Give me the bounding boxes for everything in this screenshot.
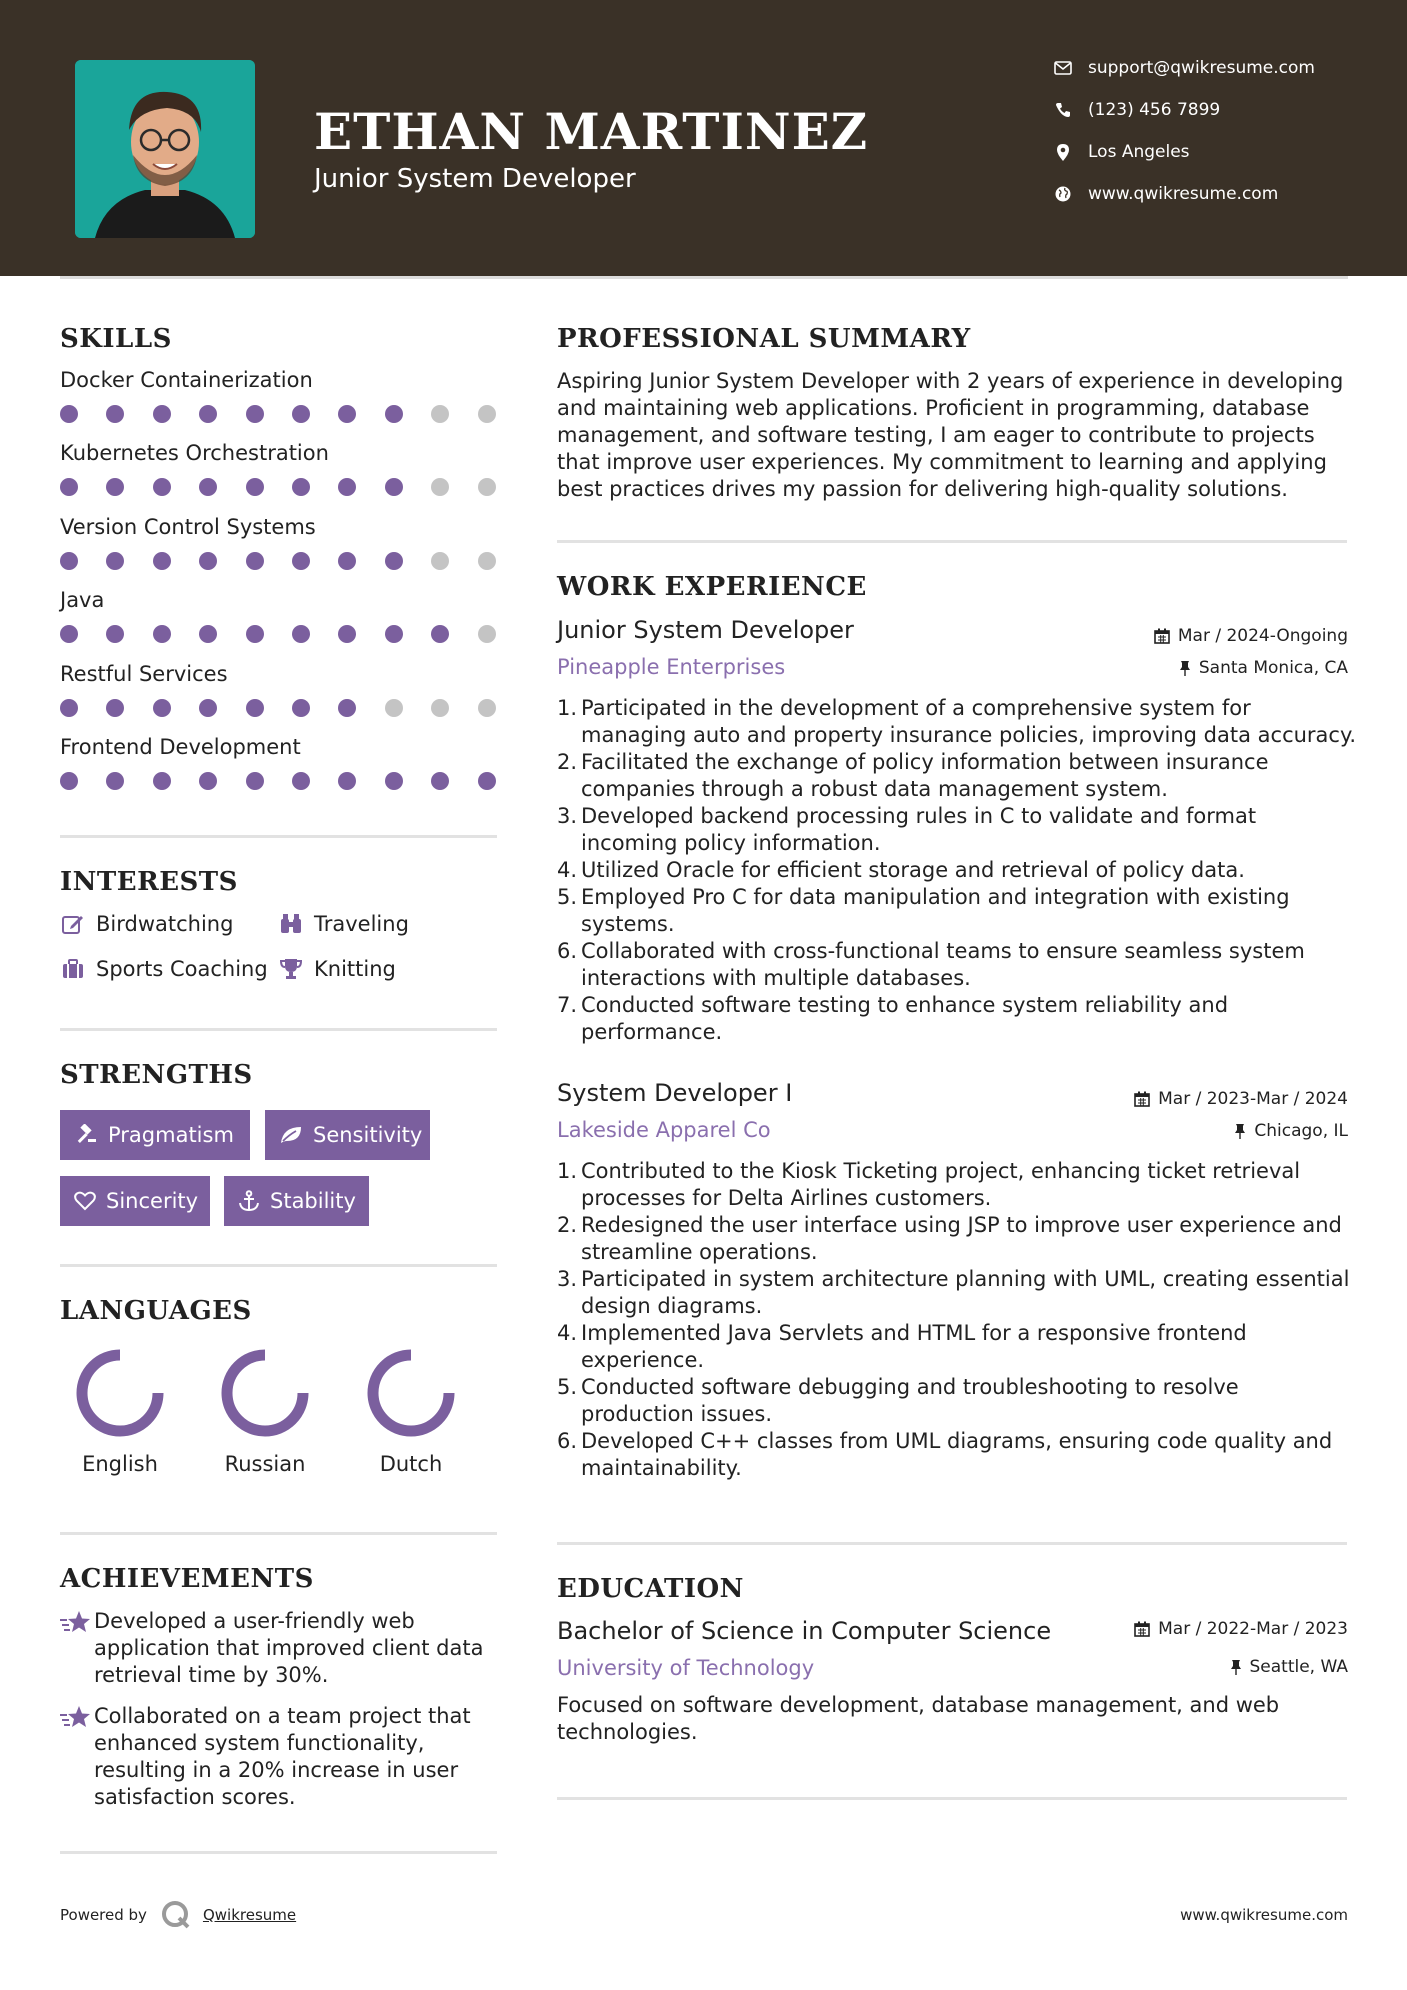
- interest-item: [278, 911, 409, 937]
- skill-dot-filled: [153, 478, 171, 496]
- skill-dot-filled: [338, 772, 356, 790]
- responsibility-number: 5.: [557, 885, 578, 909]
- qwikresume-link[interactable]: Qwikresume: [202, 1906, 297, 1924]
- footer-powered-by: [60, 1900, 296, 1930]
- skill-dot-filled: [60, 552, 78, 570]
- skill-dot-empty: [478, 405, 496, 423]
- achievement-item: [60, 1608, 500, 1689]
- header-underline: [60, 276, 1348, 279]
- section-divider: [60, 1851, 497, 1854]
- skill-dot-filled: [199, 405, 217, 423]
- job-role: System Developer I: [557, 1079, 793, 1107]
- interests-heading: INTERESTS: [60, 867, 238, 897]
- responsibility-item: [557, 884, 1357, 938]
- responsibility-item: [557, 857, 1357, 884]
- job-date-text: Mar / 2024-Ongoing: [1177, 626, 1348, 646]
- interest-label: Traveling: [314, 912, 409, 936]
- responsibility-number: 5.: [557, 1375, 578, 1399]
- skill-dot-filled: [431, 625, 449, 643]
- skill-dot-filled: [153, 552, 171, 570]
- powered-by-label: Powered by: [60, 1906, 147, 1924]
- language-gauge: [364, 1346, 458, 1440]
- skill-dot-empty: [478, 625, 496, 643]
- edit-icon: [60, 911, 86, 937]
- strength-tag: [60, 1110, 250, 1160]
- strength-tag: [265, 1110, 430, 1160]
- skill-dot-filled: [246, 772, 264, 790]
- job-responsibilities: [557, 1158, 1357, 1482]
- skill-dot-filled: [431, 772, 449, 790]
- skill-dot-filled: [338, 405, 356, 423]
- skill-dot-filled: [60, 772, 78, 790]
- skill-dot-empty: [385, 699, 403, 717]
- skill-dot-filled: [60, 405, 78, 423]
- skill-name: Version Control Systems: [60, 515, 316, 539]
- skill-dot-filled: [338, 699, 356, 717]
- job-date: [1134, 1089, 1348, 1109]
- skill-dot-filled: [385, 625, 403, 643]
- education-location: [1230, 1657, 1349, 1677]
- job-location-text: Chicago, IL: [1254, 1121, 1348, 1141]
- skill-dot-filled: [385, 405, 403, 423]
- interest-label: Birdwatching: [96, 912, 234, 936]
- responsibility-number: 7.: [557, 993, 578, 1017]
- skill-dot-filled: [106, 772, 124, 790]
- skill-dot-filled: [292, 552, 310, 570]
- skill-dot-filled: [246, 625, 264, 643]
- skill-dot-filled: [199, 552, 217, 570]
- skill-dot-empty: [478, 699, 496, 717]
- skill-dot-filled: [60, 699, 78, 717]
- star-icon: [60, 1610, 94, 1689]
- skill-dot-empty: [431, 699, 449, 717]
- skill-dot-filled: [292, 405, 310, 423]
- contact-email-text: support@qwikresume.com: [1088, 58, 1315, 78]
- strength-label: Sensitivity: [313, 1123, 423, 1147]
- education-location-text: Seattle, WA: [1249, 1657, 1348, 1677]
- pushpin-icon: [1234, 1123, 1246, 1139]
- language-gauge: [73, 1346, 167, 1440]
- responsibility-item: [557, 1158, 1357, 1212]
- skill-name: Kubernetes Orchestration: [60, 441, 329, 465]
- skill-name: Docker Containerization: [60, 368, 313, 392]
- contact-location: [1050, 142, 1190, 162]
- strength-tag: [224, 1176, 369, 1226]
- responsibility-item: [557, 1266, 1357, 1320]
- gavel-icon: [74, 1123, 98, 1147]
- calendar-icon: [1154, 628, 1170, 644]
- section-divider: [557, 1797, 1347, 1800]
- job-location: [1179, 658, 1348, 678]
- contact-phone-text: (123) 456 7899: [1088, 100, 1221, 120]
- skill-dot-filled: [199, 699, 217, 717]
- anchor-icon: [238, 1189, 260, 1213]
- skill-dot-empty: [431, 552, 449, 570]
- skill-dot-filled: [292, 478, 310, 496]
- responsibility-number: 6.: [557, 1429, 578, 1453]
- map-pin-icon: [1050, 144, 1076, 161]
- skill-dot-empty: [431, 478, 449, 496]
- achievements-heading: ACHIEVEMENTS: [60, 1564, 314, 1594]
- skill-dot-filled: [385, 478, 403, 496]
- skill-dot-filled: [292, 699, 310, 717]
- language-name: Russian: [224, 1452, 306, 1476]
- job-responsibilities: [557, 695, 1357, 1046]
- skill-dot-filled: [246, 699, 264, 717]
- responsibility-number: 3.: [557, 804, 578, 828]
- language-arc: [227, 1355, 303, 1431]
- responsibility-text: Developed C++ classes from UML diagrams, ensuring code quality and maintainability.: [581, 1429, 1333, 1480]
- skill-rating: [60, 478, 500, 498]
- trophy-icon: [278, 956, 304, 982]
- section-divider: [557, 1542, 1347, 1545]
- candidate-name: ETHAN MARTINEZ: [314, 102, 869, 161]
- language-arc: [82, 1355, 158, 1431]
- responsibility-item: [557, 1374, 1357, 1428]
- strength-label: Stability: [270, 1189, 356, 1213]
- skill-rating: [60, 772, 500, 792]
- education-heading: EDUCATION: [557, 1574, 744, 1604]
- responsibility-text: Conducted software debugging and troubleshooting to resolve production issues.: [581, 1375, 1239, 1426]
- responsibility-text: Participated in system architecture planning with UML, creating essential design diagrams.: [581, 1267, 1350, 1318]
- achievement-item: [60, 1703, 500, 1811]
- pushpin-icon: [1230, 1659, 1242, 1675]
- interest-item: [60, 911, 233, 937]
- job-date: [1154, 626, 1348, 646]
- responsibility-text: Implemented Java Servlets and HTML for a responsive frontend experience.: [581, 1321, 1247, 1372]
- responsibility-number: 4.: [557, 858, 578, 882]
- skill-dot-filled: [385, 552, 403, 570]
- skill-dot-filled: [153, 405, 171, 423]
- responsibility-text: Utilized Oracle for efficient storage and retrieval of policy data.: [581, 858, 1245, 882]
- pushpin-icon: [1179, 660, 1191, 676]
- skill-dot-filled: [478, 772, 496, 790]
- section-divider: [60, 835, 497, 838]
- achievement-text: Developed a user-friendly web application that improved client data retrieval time by 30%.: [94, 1609, 484, 1687]
- job-company: Pineapple Enterprises: [557, 655, 786, 679]
- skill-name: Java: [60, 588, 105, 612]
- contact-website-text: www.qwikresume.com: [1088, 184, 1279, 204]
- job-location-text: Santa Monica, CA: [1198, 658, 1348, 678]
- phone-icon: [1050, 102, 1076, 118]
- calendar-icon: [1134, 1621, 1150, 1637]
- contact-website[interactable]: [1050, 184, 1278, 204]
- qwikresume-logo-icon: [161, 1900, 191, 1930]
- language-item: [195, 1346, 335, 1476]
- skill-dot-filled: [199, 772, 217, 790]
- skill-dot-filled: [199, 625, 217, 643]
- responsibility-number: 6.: [557, 939, 578, 963]
- responsibility-number: 2.: [557, 1213, 578, 1237]
- responsibility-item: [557, 1212, 1357, 1266]
- interest-item: [60, 956, 268, 982]
- skill-dot-filled: [153, 625, 171, 643]
- responsibility-text: Contributed to the Kiosk Ticketing project, enhancing ticket retrieval processes for Delta Airlines customers.: [581, 1159, 1301, 1210]
- resume-header: [0, 0, 1407, 276]
- education-date: [1134, 1619, 1348, 1639]
- education-school: University of Technology: [557, 1656, 815, 1680]
- achievement-text: Collaborated on a team project that enhanced system functionality, resulting in a 20% increase in user satisfaction scores.: [94, 1704, 471, 1809]
- language-gauge: [218, 1346, 312, 1440]
- skill-dot-filled: [106, 699, 124, 717]
- skill-dot-filled: [106, 478, 124, 496]
- section-divider: [60, 1264, 497, 1267]
- skill-dot-filled: [246, 405, 264, 423]
- skill-dot-filled: [246, 478, 264, 496]
- profile-photo: [75, 60, 255, 238]
- language-item: [50, 1346, 190, 1476]
- skills-heading: SKILLS: [60, 324, 172, 354]
- binoculars-icon: [278, 911, 304, 937]
- responsibility-item: [557, 695, 1357, 749]
- languages-heading: LANGUAGES: [60, 1296, 252, 1326]
- responsibility-text: Conducted software testing to enhance system reliability and performance.: [581, 993, 1229, 1044]
- responsibility-item: [557, 1428, 1357, 1482]
- skill-rating: [60, 699, 500, 719]
- skill-dot-filled: [106, 552, 124, 570]
- section-divider: [557, 540, 1347, 543]
- section-divider: [60, 1532, 497, 1535]
- heart-icon: [74, 1189, 96, 1213]
- skill-dot-filled: [246, 552, 264, 570]
- skill-dot-filled: [385, 772, 403, 790]
- skill-name: Restful Services: [60, 662, 228, 686]
- experience-heading: WORK EXPERIENCE: [557, 572, 867, 602]
- contact-phone[interactable]: [1050, 100, 1220, 120]
- envelope-icon: [1050, 61, 1076, 75]
- skill-dot-filled: [153, 699, 171, 717]
- person-avatar-icon: [75, 60, 255, 238]
- candidate-title: Junior System Developer: [314, 164, 636, 194]
- skill-dot-filled: [106, 625, 124, 643]
- responsibility-item: [557, 803, 1357, 857]
- responsibility-item: [557, 749, 1357, 803]
- job-role: Junior System Developer: [557, 616, 854, 644]
- skill-rating: [60, 552, 500, 572]
- responsibility-text: Participated in the development of a comprehensive system for managing auto and property insurance policies, improving data accuracy.: [581, 696, 1357, 747]
- responsibility-text: Developed backend processing rules in C to validate and format incoming policy information.: [581, 804, 1257, 855]
- skill-dot-filled: [292, 625, 310, 643]
- briefcase-icon: [60, 956, 86, 982]
- summary-heading: PROFESSIONAL SUMMARY: [557, 324, 971, 354]
- responsibility-item: [557, 938, 1357, 992]
- globe-icon: [1050, 186, 1076, 202]
- skill-dot-filled: [106, 405, 124, 423]
- summary-text: Aspiring Junior System Developer with 2 years of experience in developing and maintaining web applications. Proficient in programming, database management, and software testing, I am eager to contribute to projects that improve user experiences. My commitment to learning and applying best practices drives my passion for delivering high-quality solutions.: [557, 369, 1344, 501]
- skill-dot-filled: [153, 772, 171, 790]
- star-icon: [60, 1705, 94, 1811]
- skill-dot-filled: [199, 478, 217, 496]
- contact-location-text: Los Angeles: [1088, 142, 1190, 162]
- strength-label: Pragmatism: [108, 1123, 234, 1147]
- education-date-text: Mar / 2022-Mar / 2023: [1158, 1619, 1348, 1639]
- responsibility-text: Redesigned the user interface using JSP to improve user experience and streamline operations.: [581, 1213, 1342, 1264]
- skill-dot-empty: [478, 552, 496, 570]
- responsibility-item: [557, 992, 1357, 1046]
- responsibility-number: 3.: [557, 1267, 578, 1291]
- job-company: Lakeside Apparel Co: [557, 1118, 771, 1142]
- skill-dot-filled: [338, 478, 356, 496]
- responsibility-number: 1.: [557, 696, 578, 720]
- language-arc: [373, 1355, 449, 1431]
- contact-email[interactable]: [1050, 58, 1315, 78]
- section-divider: [60, 1028, 497, 1031]
- job-date-text: Mar / 2023-Mar / 2024: [1158, 1089, 1348, 1109]
- language-name: English: [82, 1452, 158, 1476]
- interest-label: Sports Coaching: [96, 957, 268, 981]
- interest-item: [278, 956, 396, 982]
- strength-label: Sincerity: [106, 1189, 199, 1213]
- language-item: [341, 1346, 481, 1476]
- leaf-icon: [279, 1123, 303, 1147]
- responsibility-number: 4.: [557, 1321, 578, 1345]
- skill-dot-filled: [60, 625, 78, 643]
- footer-url[interactable]: www.qwikresume.com: [1180, 1906, 1348, 1924]
- skill-dot-empty: [431, 405, 449, 423]
- education-description: Focused on software development, database management, and web technologies.: [557, 1693, 1280, 1744]
- responsibility-text: Employed Pro C for data manipulation and integration with existing systems.: [581, 885, 1290, 936]
- strength-tag: [60, 1176, 210, 1226]
- skill-dot-filled: [60, 478, 78, 496]
- education-degree: Bachelor of Science in Computer Science: [557, 1617, 1052, 1645]
- responsibility-text: Collaborated with cross-functional teams to ensure seamless system interactions with multiple databases.: [581, 939, 1305, 990]
- skill-dot-filled: [338, 552, 356, 570]
- skill-name: Frontend Development: [60, 735, 301, 759]
- skill-dot-filled: [292, 772, 310, 790]
- calendar-icon: [1134, 1091, 1150, 1107]
- responsibility-item: [557, 1320, 1357, 1374]
- responsibility-number: 1.: [557, 1159, 578, 1183]
- interest-label: Knitting: [314, 957, 396, 981]
- strengths-heading: STRENGTHS: [60, 1060, 253, 1090]
- skill-rating: [60, 625, 500, 645]
- skill-rating: [60, 405, 500, 425]
- skill-dot-filled: [338, 625, 356, 643]
- job-location: [1234, 1121, 1348, 1141]
- responsibility-number: 2.: [557, 750, 578, 774]
- responsibility-text: Facilitated the exchange of policy information between insurance companies through a robust data management system.: [581, 750, 1269, 801]
- language-name: Dutch: [379, 1452, 443, 1476]
- skill-dot-empty: [478, 478, 496, 496]
